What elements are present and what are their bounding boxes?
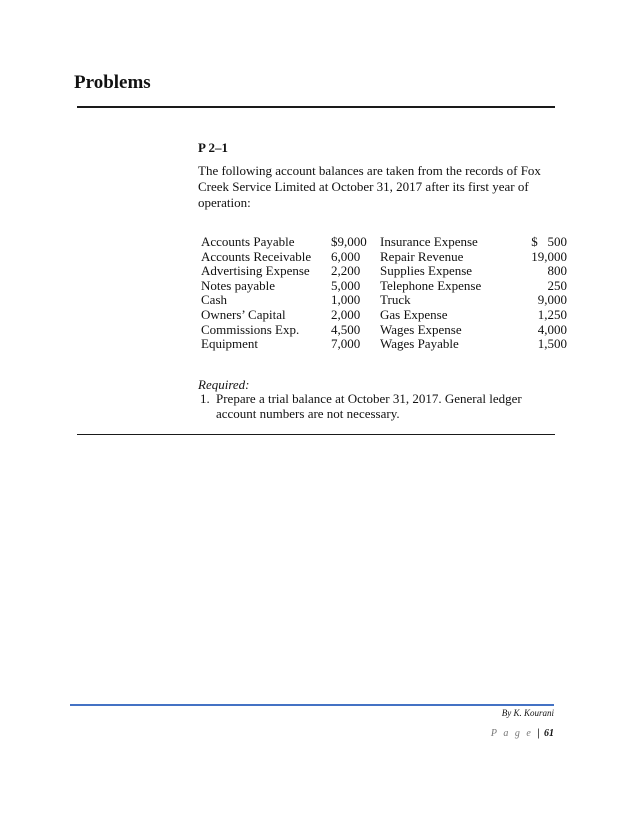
account-name: Wages Payable	[380, 336, 459, 352]
account-name: Owners’ Capital	[201, 306, 286, 322]
account-value: $9,000	[331, 234, 367, 249]
account-value: 9,000	[537, 292, 567, 308]
page-separator: |	[537, 728, 540, 739]
account-value: 1,000	[331, 292, 361, 308]
account-name: Supplies Expense	[380, 263, 473, 279]
account-name: Cash	[201, 292, 227, 308]
page-label: P a g e	[490, 728, 533, 739]
account-value: 6,000	[331, 248, 361, 264]
account-name: Insurance Expense	[380, 234, 478, 249]
account-value: 2,000	[331, 306, 361, 322]
account-value: 4,500	[331, 321, 361, 337]
top-divider	[77, 106, 555, 108]
account-name: Equipment	[201, 336, 259, 352]
left-account-values	[331, 235, 367, 352]
account-name: Advertising Expense	[201, 263, 310, 279]
account-name: Telephone Expense	[380, 277, 482, 293]
account-value: 2,200	[331, 263, 361, 279]
page-number: 61	[544, 728, 554, 739]
right-account-names	[380, 235, 481, 352]
account-name: Accounts Payable	[201, 234, 295, 249]
page-footer	[491, 728, 554, 739]
problem-intro: The following account balances are taken from the records of Fox Creek Service Limited at October 31, 2017 after its first year of operation:	[198, 163, 541, 210]
account-name: Gas Expense	[380, 306, 448, 322]
account-value: 19,000	[531, 248, 567, 264]
account-value: $ 500	[531, 234, 567, 249]
right-account-values	[505, 235, 567, 352]
account-name: Wages Expense	[380, 321, 462, 337]
account-name: Accounts Receivable	[201, 248, 312, 264]
account-name: Commissions Exp.	[201, 321, 300, 337]
footer-rule	[70, 704, 554, 706]
account-value: 5,000	[331, 277, 361, 293]
required-label: Required:	[198, 377, 250, 392]
account-name: Truck	[380, 292, 411, 308]
author-credit: By K. Kourani	[501, 708, 554, 718]
left-account-names	[201, 235, 311, 352]
account-value: 1,500	[537, 336, 567, 352]
bottom-divider	[77, 434, 555, 435]
account-value: 1,250	[537, 306, 567, 322]
account-value: 4,000	[537, 321, 567, 337]
account-name: Notes payable	[201, 277, 276, 293]
account-value: 800	[547, 263, 567, 279]
task-number: 1.	[200, 391, 210, 406]
task-text: Prepare a trial balance at October 31, 2017. General ledger account numbers are not necessary.	[216, 391, 522, 421]
account-name: Repair Revenue	[380, 248, 464, 264]
problem-id: P 2–1	[198, 140, 228, 155]
account-value: 250	[547, 277, 567, 293]
section-title: Problems	[74, 72, 151, 93]
account-value: 7,000	[331, 336, 361, 352]
